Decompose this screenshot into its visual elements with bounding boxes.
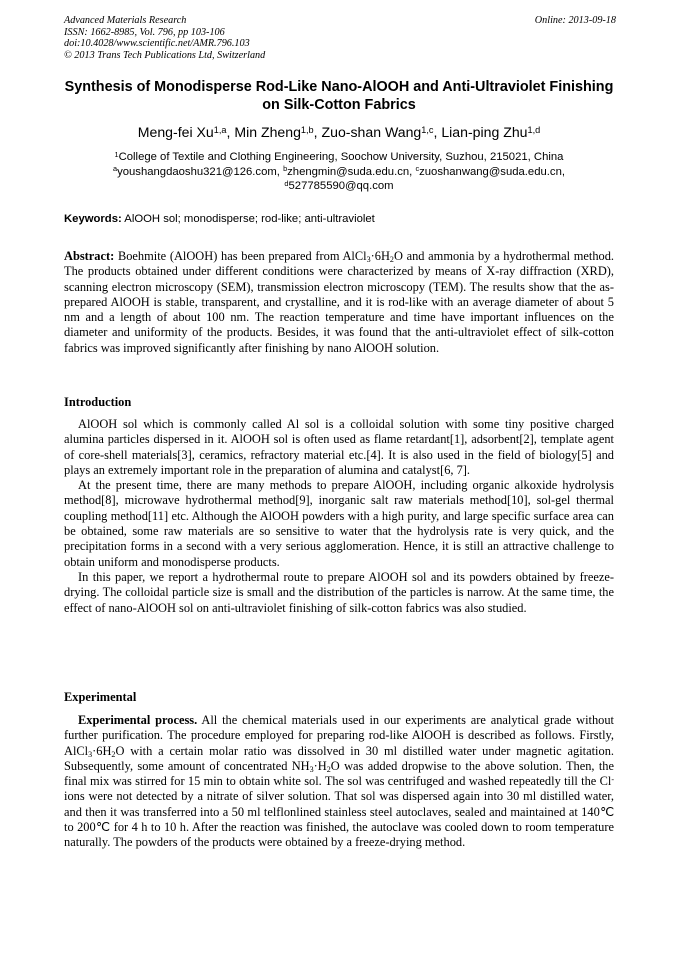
keywords-text: AlOOH sol; monodisperse; rod-like; anti-ultraviolet bbox=[124, 213, 375, 225]
abstract: Abstract: Boehmite (AlOOH) has been prepared from $AlCl_3\cdot 6H_2O$ and ammonia by a hydrothermal method. The products obtained under different conditions were characterized by means of X-ray diffraction (XRD), scanning electron microscopy (SEM), transmission electron microscopy (TEM). The results show that the as-prepared AlOOH is stable, transparent, and crystalline, and it is rod-like with an average diameter of about 5 nm and a length of about 100 nm. The reaction temperature and time have important influences on the diameter and uniformity of the products. Besides, it was found that the anti-ultraviolet effect of silk-cotton fabrics was improved significantly after finishing by nano AlOOH solution. bbox=[64, 249, 615, 355]
email-link[interactable]: youshangdaoshu321@126.com bbox=[117, 165, 277, 178]
experimental-body bbox=[64, 713, 614, 851]
email-line: $^a$youshangdaoshu321@126.com, $^b$zhengmin@suda.edu.cn, $^c$zuoshanwang@suda.edu.cn, bbox=[113, 164, 565, 178]
journal-name: Advanced Materials Research bbox=[64, 15, 187, 26]
email-link[interactable]: 527785590@qq.com bbox=[288, 180, 394, 193]
introduction-body bbox=[64, 417, 614, 616]
affiliation-block bbox=[64, 150, 614, 194]
keywords-label: Keywords: bbox=[64, 213, 122, 225]
online-date: Online: 2013-09-18 bbox=[534, 15, 616, 26]
author-list: Meng-fei Xu$^{1,a}$, Min Zheng$^{1,b}$, Zuo-shan Wang$^{1,c}$, Lian-ping Zhu$^{1,d}$ bbox=[137, 124, 541, 140]
paragraph: AlOOH sol which is commonly called Al sol is a colloidal solution with some tiny positive charged alumina particles dispersed in it. AlOOH sol is often used as flame retardant[1], adsorbent[2], template agent of core-shell materials[3], ceramics, refractory material etc.[4]. It is also used in the field of biology[5] and plays an extremely important role in the preparation of alumina and catalyst[6, 7]. bbox=[64, 417, 614, 477]
author-sup: 1,c bbox=[421, 124, 434, 135]
affiliation-line: $^1$College of Textile and Clothing Engineering, Soochow University, Suzhou, 215021, China bbox=[114, 149, 564, 163]
email-link[interactable]: zuoshanwang@suda.edu.cn bbox=[419, 165, 562, 178]
author-sup: 1,b bbox=[300, 124, 314, 135]
section-heading-experimental: Experimental bbox=[64, 690, 137, 704]
abstract-label: Abstract: bbox=[64, 249, 115, 263]
paragraph: In this paper, we report a hydrothermal route to prepare AlOOH sol and its powders obtained by freeze-drying. The colloidal particle size is small and the distribution of the particles is narrow. At the same time, the effect of nano-AlOOH sol on anti-ultraviolet finishing of silk-cotton fabrics was also studied. bbox=[64, 569, 614, 615]
paper-title: Synthesis of Monodisperse Rod-Like Nano-AlOOH and Anti-Ultraviolet Finishing on Silk-Cotton Fabrics bbox=[64, 79, 614, 113]
keywords-line bbox=[64, 212, 614, 226]
doi-line: doi:10.4028/www.scientific.net/AMR.796.103 bbox=[64, 38, 250, 50]
author-name: Zuo-shan Wang bbox=[321, 124, 422, 140]
author-name: Min Zheng bbox=[234, 124, 301, 140]
author-name: Meng-fei Xu bbox=[137, 124, 214, 140]
author-name: Lian-ping Zhu bbox=[441, 124, 528, 140]
paragraph: At the present time, there are many methods to prepare AlOOH, including organic alkoxide hydrolysis method[8], microwave hydrothermal method[9], inorganic salt raw materials method[10], sol-gel thermal coupling method[11] etc. Although the AlOOH powders with a high purity, and large specific surface area can be obtained, some raw materials are so sensitive to water that the hydrolysis rate is very quick, and the precipitation forms in a second with a very serious agglomeration. Hence, it is still an attractive challenge to obtain uniform and monodisperse products. bbox=[64, 478, 614, 569]
email-line: $^d$527785590@qq.com bbox=[284, 178, 394, 193]
subsection-heading: Experimental process. bbox=[78, 713, 198, 727]
copyright-line: © 2013 Trans Tech Publications Ltd, Switzerland bbox=[64, 49, 266, 61]
email-link[interactable]: zhengmin@suda.edu.cn bbox=[287, 165, 410, 178]
author-sup: 1,d bbox=[527, 124, 541, 135]
journal-header bbox=[64, 15, 265, 61]
section-heading-introduction: Introduction bbox=[64, 395, 132, 409]
paragraph: Experimental process. All the chemical materials used in our experiments are analytical grade without further purification. The procedure employed for preparing rod-like AlOOH is described as follows. Firstly, $AlCl_3\cdot 6H_2O$ with a certain molar ratio was dissolved in 30 ml distilled water under magnetic agitation. Subsequently, some amount of concentrated $NH_3\cdot H_2O$ was added dropwise to the above solution. Then, the final mix was stirred for 15 min to obtain white sol. The sol was centrifuged and washed repeatedly till the Cl- ions were not detected by a nitrate of silver solution. That sol was dispersed again into 30 ml distilled water, and then it was transferred into a 50 ml telflonlined stainless steel autoclaves, sealed and maintained at 140℃ to 200℃ for 4 h to 10 h. After the reaction was finished, the autoclave was cooled down to room temperature naturally. The powders of the products were obtained by a freeze-drying method. bbox=[64, 713, 614, 850]
author-sup: 1,a bbox=[213, 124, 227, 135]
issn-line: ISSN: 1662-8985, Vol. 796, pp 103-106 bbox=[64, 26, 225, 38]
